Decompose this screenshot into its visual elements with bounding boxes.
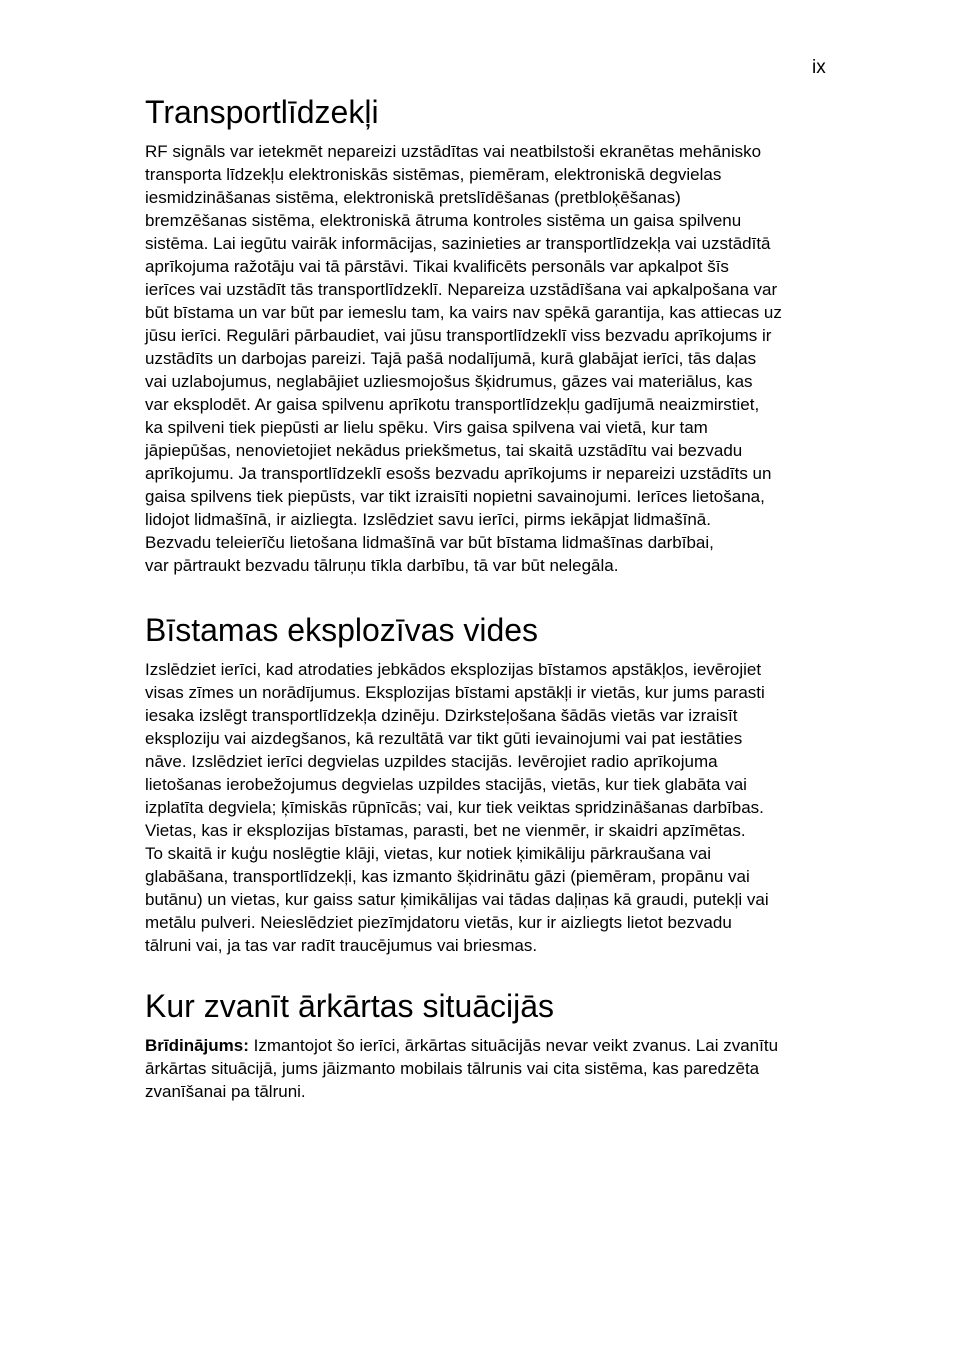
text-line: aprīkojumu. Ja transportlīdzeklī esošs bezvadu aprīkojums ir nepareizi uzstādīts un <box>145 464 772 483</box>
warning-label: Brīdinājums: <box>145 1036 249 1055</box>
text-line: nāve. Izslēdziet ierīci degvielas uzpildes stacijās. Ievērojiet radio aprīkojuma <box>145 752 718 771</box>
text-line: jāpiepūšas, nenovietojiet nekādus priekšmetus, tai skaitā uzstādītu vai bezvadu <box>145 441 743 460</box>
text-line: iesmidzināšanas sistēma, elektroniskā pretslīdēšanas (pretbloķēšanas) <box>145 188 681 207</box>
text-line: var eksplodēt. Ar gaisa spilvenu aprīkotu transportlīdzekļu gadījumā neaizmirstiet, <box>145 395 760 414</box>
text-line: lidojot lidmašīnā, ir aizliegta. Izslēdziet savu ierīci, pirms iekāpjat lidmašīnā. <box>145 510 711 529</box>
text-line: metālu pulveri. Neieslēdziet piezīmjdatoru vietās, kur ir aizliegts lietot bezvadu <box>145 913 732 932</box>
text-line <box>145 1034 835 1057</box>
text-line: izplatīta degviela; ķīmiskās rūpnīcās; vai, kur tiek veiktas spridzināšanas darbības. <box>145 798 764 817</box>
section-explosive-environments <box>145 610 835 957</box>
section-spacer <box>145 957 835 986</box>
text-line: Bezvadu teleierīču lietošana lidmašīnā var būt bīstama lidmašīnas darbībai, <box>145 533 714 552</box>
section-heading: Kur zvanīt ārkārtas situācijās <box>145 988 555 1024</box>
document-body <box>145 92 835 1103</box>
text-line: RF signāls var ietekmēt nepareizi uzstādītas vai neatbilstoši ekranētas mehānisko <box>145 142 762 161</box>
text-line: vai uzlabojumus, neglabājiet uzliesmojošus šķidrumus, gāzes vai materiālus, kas <box>145 372 753 391</box>
warning-paragraph <box>145 1034 835 1103</box>
text-line: aprīkojuma ražotāju vai tā pārstāvi. Tikai kvalificēts personāls var apkalpot šīs <box>145 257 729 276</box>
section-transport <box>145 92 835 577</box>
page-number: ix <box>812 57 826 78</box>
text-line: glabāšana, transportlīdzekļi, kas izmanto šķidrinātu gāzi (piemēram, propānu vai <box>145 867 750 886</box>
text-line: Izslēdziet ierīci, kad atrodaties jebkādos eksplozijas bīstamos apstākļos, ievērojiet <box>145 660 762 679</box>
text-line: visas zīmes un norādījumus. Eksplozijas bīstami apstākļi ir vietās, kur jums parasti <box>145 683 765 702</box>
text-line: ierīces vai uzstādīt tās transportlīdzeklī. Nepareiza uzstādīšana vai apkalpošana var <box>145 280 778 299</box>
text-line: tālruni vai, ja tas var radīt traucējumus vai briesmas. <box>145 936 538 955</box>
section-heading: Bīstamas eksplozīvas vides <box>145 612 539 648</box>
text-line: gaisa spilvens tiek piepūsts, var tikt izraisīti nopietni savainojumi. Ierīces lietošana, <box>145 487 765 506</box>
text-line: bremzēšanas sistēma, elektroniskā ātruma kontroles sistēma un gaisa spilvenu <box>145 211 742 230</box>
text-line: sistēma. Lai iegūtu vairāk informācijas, sazinieties ar transportlīdzekļa vai uzstādītā <box>145 234 771 253</box>
text-line: To skaitā ir kuģu noslēgtie klāji, vietas, kur notiek ķimikāliju pārkraušana vai <box>145 844 711 863</box>
text-line: ka spilveni tiek piepūsti ar lielu spēku. Virs gaisa spilvena vai vietā, kur tam <box>145 418 708 437</box>
section-paragraph <box>145 140 835 577</box>
section-heading: Transportlīdzekļi <box>145 94 379 130</box>
warning-text: Izmantojot šo ierīci, ārkārtas situācijās nevar veikt zvanus. Lai zvanītu <box>248 1036 779 1055</box>
text-line: uzstādīts un darbojas pareizi. Tajā pašā nodalījumā, kurā glabājat ierīci, tās daļas <box>145 349 757 368</box>
text-line: butānu) un vietas, kur gaiss satur ķimikālijas vai tādas daļiņas kā graudi, putekļi vai <box>145 890 769 909</box>
text-line: lietošanas ierobežojumus degvielas uzpildes stacijās, vietās, kur tiek glabāta vai <box>145 775 747 794</box>
section-spacer <box>145 577 835 610</box>
text-line: iesaka izslēgt transportlīdzekļa dzinēju. Dzirksteļošana šādās vietās var izraisīt <box>145 706 738 725</box>
text-line: ārkārtas situācijā, jums jāizmanto mobilais tālrunis vai cita sistēma, kas paredzēta <box>145 1059 760 1078</box>
text-line: būt bīstama un var būt par iemeslu tam, ka vairs nav spēkā garantija, kas attiecas uz <box>145 303 782 322</box>
text-line: var pārtraukt bezvadu tālruņu tīkla darbību, tā var būt nelegāla. <box>145 556 619 575</box>
text-line: transporta līdzekļu elektroniskās sistēmas, piemēram, elektroniskā degvielas <box>145 165 722 184</box>
text-line: jūsu ierīci. Regulāri pārbaudiet, vai jūsu transportlīdzeklī viss bezvadu aprīkojums ir <box>145 326 772 345</box>
section-emergency-calls <box>145 986 835 1103</box>
text-line: Vietas, kas ir eksplozijas bīstamas, parasti, bet ne vienmēr, ir skaidri apzīmētas. <box>145 821 746 840</box>
text-line: eksploziju vai aizdegšanos, kā rezultātā var tikt gūti ievainojumi vai pat iestāties <box>145 729 743 748</box>
section-paragraph <box>145 658 835 957</box>
text-line: zvanīšanai pa tālruni. <box>145 1082 306 1101</box>
